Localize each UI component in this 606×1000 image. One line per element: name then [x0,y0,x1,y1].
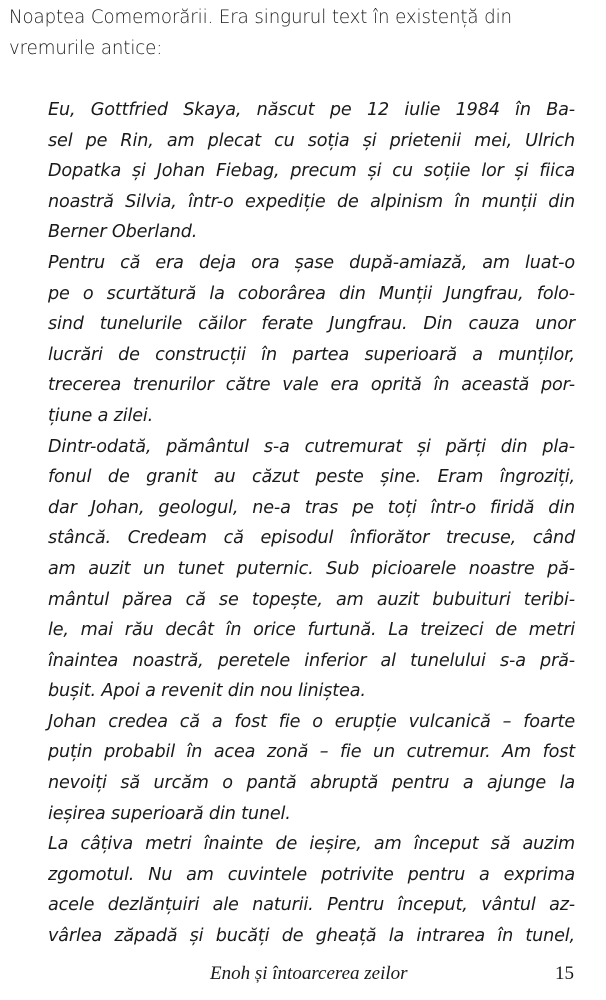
quote-line: vârlea zăpadă și bucăți de gheață la intrarea în tunel, [48,926,575,947]
quote-line: dar Johan, geologul, ne-a tras pe toți într-o firidă din [48,497,575,518]
quote-line: sel pe Rin, am plecat cu soția și prietenii mei, Ulrich [48,130,575,151]
quote-line: fonul de granit au căzut peste șine. Eram îngroziți, [48,467,575,488]
quote-line: Johan credea că a fost fie o erupție vulcanică – foarte [48,711,575,732]
quote-line: Berner Oberland. [48,222,198,243]
quote-line: am auzit un tunet puternic. Sub picioarele noastre pă- [48,558,575,579]
quote-line: Pentru că era deja ora șase după-amiază, am luat-o [48,252,575,273]
quote-line: Dopatka și Johan Fiebag, precum și cu soțiie lor și fiica [48,161,575,182]
quote-line: La câțiva metri înainte de ieșire, am început să auzim [48,834,575,855]
quote-line: acele dezlănțuiri ale naturii. Pentru început, vântul az- [48,895,575,916]
quote-line: mântul părea că se topește, am auzit bubuituri teribi- [48,589,575,610]
quote-line: pe o scurtătură la coborârea din Munții Jungfrau, folo- [48,283,575,304]
quote-line: stâncă. Credeam că episodul înfiorător trecuse, când [48,528,575,549]
quote-line: Eu, Gottfried Skaya, născut pe 12 iulie 1984 în Ba- [48,100,575,120]
quote-line: lucrări de construcții în partea superioară a munților, [48,344,575,365]
quote-line: bușit. Apoi a revenit din nou liniștea. [48,681,366,702]
quote-line: zgomotul. Nu am cuvintele potrivite pentru a exprima [48,864,575,885]
page-footer [0,963,606,993]
page-number: 15 [555,963,574,984]
quote-line: ieșirea superioară din tunel. [48,803,291,824]
quote-line: țiune a zilei. [48,405,154,426]
quote-line: Dintr-odată, pământul s-a cutremurat și părți din pla- [48,436,575,457]
quote-line: noastră Silvia, într-o expediție de alpinism în munții din [48,191,575,212]
quote-line: le, mai rău decât în orice furtună. La treizeci de metri [48,620,575,641]
running-footer-title: Enoh și întoarcerea zeilor [210,963,408,984]
quote-line: trecerea trenurilor către vale era oprită în această por- [48,375,575,396]
quote-line: sind tunelurile căilor ferate Jungfrau. Din cauza unor [48,314,575,335]
quote-line: nevoiți să urcăm o pantă abruptă pentru a ajunge la [48,773,575,794]
intro-line: vremurile antice: [9,37,163,59]
quoted-ancient-text [48,95,575,952]
intro-line: Noaptea Comemorării. Era singurul text în existență din [9,7,512,28]
quote-line: înaintea noastră, peretele inferior al tunelului s-a pră- [48,650,575,671]
intro-paragraph [9,3,575,64]
quote-line: puțin probabil în acea zonă – fie un cutremur. Am fost [48,742,575,763]
